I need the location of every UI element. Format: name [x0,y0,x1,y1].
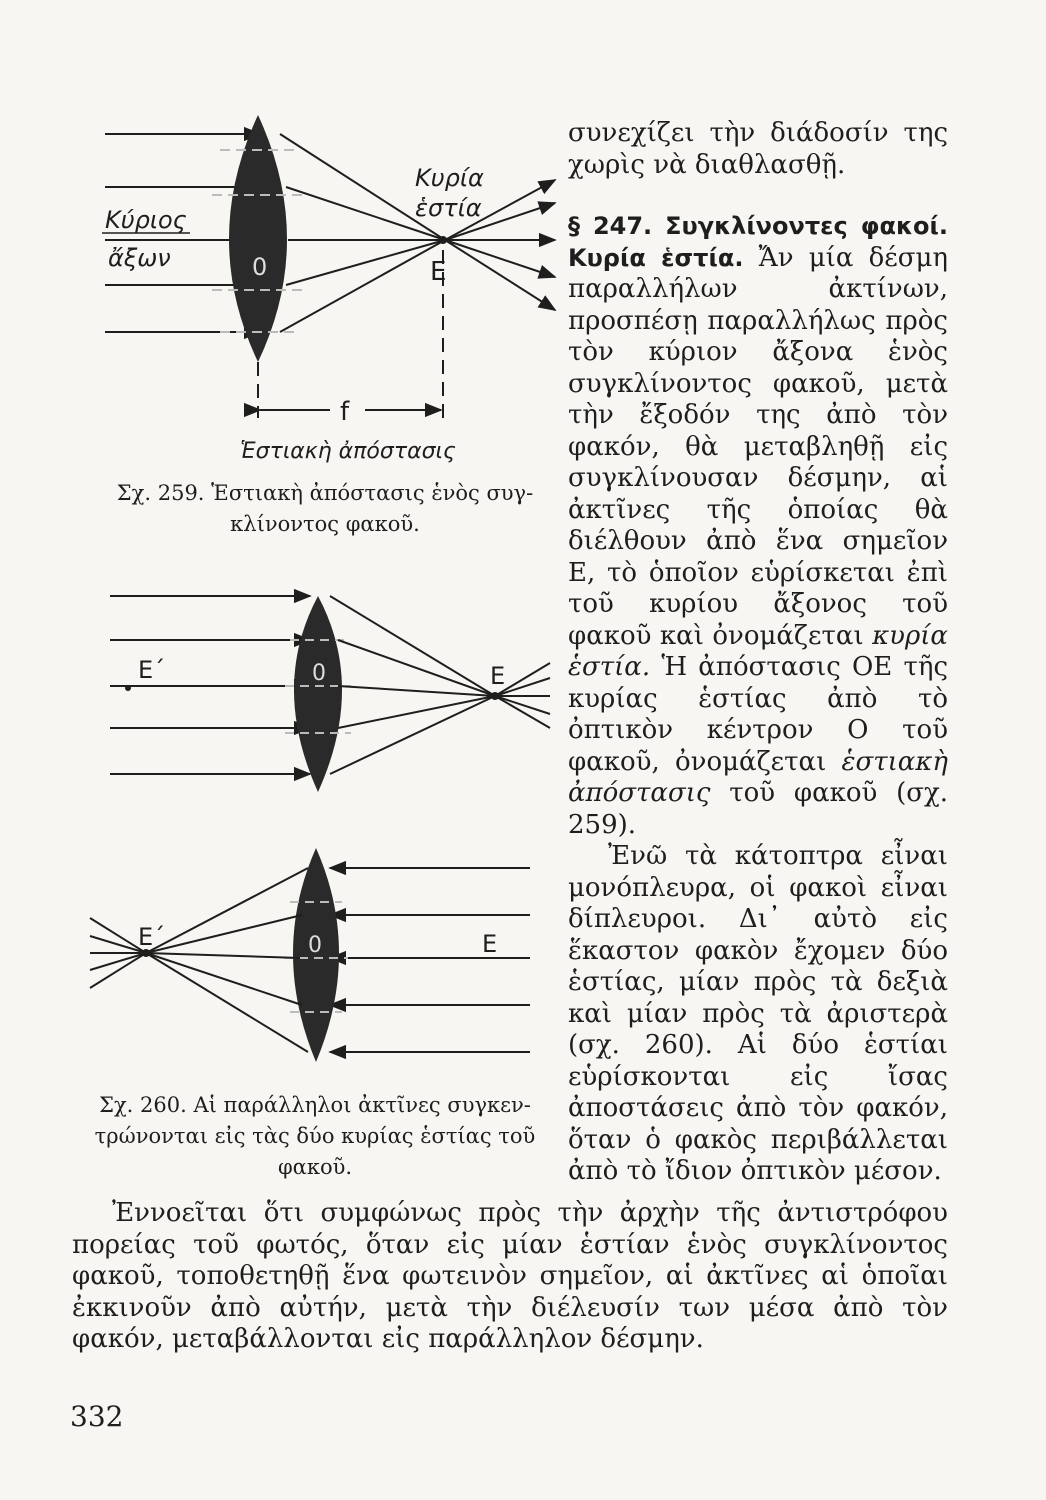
section-heading: § 247. Συγκλίνοντες φακοί. Κυρία ἑστία. [568,212,948,272]
focus-label-2: ἑστία [415,194,482,222]
E-label: E [490,662,506,690]
paragraph [568,211,948,841]
figure-259 [60,100,570,470]
f-label: f [340,397,350,427]
emphasis: ἑστιακὴ ἀπόστασις [568,746,948,808]
lens-center-label: 0 [252,253,268,281]
figure-260-top [80,578,560,818]
convex-lens [294,596,342,792]
E-prime-label: E΄ [138,656,166,684]
caption-line: κλίνοντος φακοῦ. [230,512,420,536]
figure-259-caption [90,478,560,540]
lens-center-label: 0 [312,661,326,686]
text-run: Ἄν μία δέσμη παραλλήλων ἀκτίνων, προσπέσῃ παραλλήλως πρὸς τὸν κύριον ἄξονα ἑνὸς συγκλίνοντος φακοῦ, μετὰ τὴν ἔξοδόν της ἀπὸ τὸν φακόν, θὰ μεταβληθῇ εἰς συγκλίνουσαν δέσμην, αἱ ἀκτῖνες τῆς ὁποίας θὰ διέλθουν ἀπὸ ἕνα σημεῖον Ε, τὸ ὁποῖον εὑρίσκεται ἐπὶ τοῦ κυρίου ἄξονος τοῦ φακοῦ καὶ ὀνομάζεται [568,242,948,651]
figure-260-bottom [80,840,560,1080]
paragraph: συνεχίζει τὴν διάδοσίν της χωρὶς νὰ διαθλασθῇ. [568,118,948,180]
focal-distance-label: Ἑστιακὴ ἀπόστασις [240,439,456,464]
E-label: E [482,930,498,958]
caption-line: Σχ. 260. Αἱ παράλληλοι ἀκτῖνες συγκεν- [99,1093,531,1117]
emphasis: κυρία ἑστία. [568,620,948,682]
bottom-text [72,1198,948,1356]
paragraph: Ἐννοεῖται ὅτι συμφώνως πρὸς τὴν ἀρχὴν τῆς ἀντιστρόφου πορείας τοῦ φωτός, ὅταν εἰς μίαν ἑστίαν ἑνὸς συγκλίνοντος φακοῦ, τοποθετηθῇ ἕνα φωτεινὸν σημεῖον, αἱ ἀκτῖνες αἱ ὁποῖαι ἐκκινοῦν ἀπὸ αὐτήν, μετὰ τὴν διέλευσίν των μέσα ἀπὸ τὸν φακόν, μεταβάλλονται εἰς παράλληλον δέσμην. [72,1198,948,1354]
E-prime-label: E΄ [138,923,166,951]
paragraph: Ἐνῶ τὰ κάτοπτρα εἶναι μονόπλευρα, οἱ φακοὶ εἶναι δίπλευροι. Δι᾿ αὐτὸ εἰς ἕκαστον φακὸν ἔχομεν δύο ἑστίας, μίαν πρὸς τὰ δεξιὰ καὶ μίαν πρὸς τὰ ἀριστερὰ (σχ. 260). Αἱ δύο ἑστίαι εὑρίσκονται εἰς ἴσας ἀποστάσεις ἀπὸ τὸν φακόν, ὅταν ὁ φακὸς περιβάλλεται ἀπὸ τὸ ἴδιον ὀπτικὸν μέσον. [568,841,948,1186]
right-column [568,118,948,1188]
text-run: τοῦ φακοῦ (σχ. 259). [568,778,948,840]
caption-line: φακοῦ. [277,1155,353,1179]
focus-label-1: Κυρία [415,164,484,192]
figure-260-caption [70,1090,560,1183]
axis-label-1: Κύριος [105,206,187,234]
page-number: 332 [70,1400,124,1433]
focus-E-label: E [430,257,447,287]
focus-point [439,236,447,244]
lens-center-label: 0 [308,933,322,958]
caption-line: Σχ. 259. Ἑστιακὴ ἀπόστασις ἑνὸς συγ- [116,481,534,505]
caption-line: τρώνονται εἰς τὰς δύο κυρίας ἑστίας τοῦ [94,1124,536,1148]
convex-lens [229,115,287,362]
text-run: Ἡ ἀπόστασις ΟΕ τῆς κυρίας ἑστίας ἀπὸ τὸ ὀπτικὸν κέντρον Ο τοῦ φακοῦ, ὀνομάζεται [568,652,949,777]
axis-label-2: ἄξων [108,244,171,272]
